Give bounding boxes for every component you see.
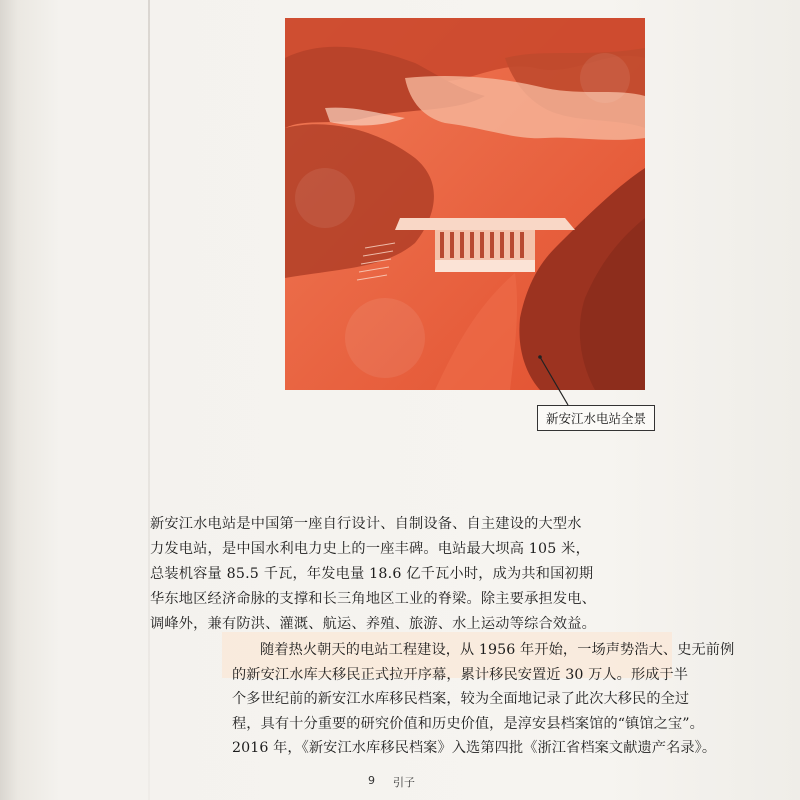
paragraph-migration [232, 638, 735, 761]
paragraph-line: 新安江水电站是中国第一座自行设计、自制设备、自主建设的大型水 [150, 516, 582, 532]
dam-photo [285, 18, 645, 390]
paragraph-line: 随着热火朝天的电站工程建设，从 1956 年开始，一场声势浩大、史无前例 [260, 642, 735, 658]
paragraph-line: 华东地区经济命脉的支撑和长三角地区工业的脊梁。除主要承担发电、 [150, 591, 597, 607]
paragraph-intro [150, 512, 597, 637]
paragraph-line: 的新安江水库大移民正式拉开序幕，累计移民安置近 30 万人。形成于半 [232, 666, 689, 683]
paragraph-line: 总装机容量 85.5 千瓦，年发电量 18.6 亿千瓦小时，成为共和国初期 [150, 566, 594, 582]
page-gutter-shadow [148, 0, 150, 800]
photo-caption: 新安江水电站全景 [537, 405, 655, 431]
paragraph-line: 调峰外，兼有防洪、灌溉、航运、养殖、旅游、水上运动等综合效益。 [150, 616, 597, 632]
page-number: 9 [368, 774, 375, 787]
paragraph-line: 2016 年，《新安江水库移民档案》入选第四批《浙江省档案文献遗产名录》。 [232, 740, 717, 756]
paragraph-line: 力发电站，是中国水利电力史上的一座丰碑。电站最大坝高 105 米， [150, 541, 590, 557]
section-title: 引子 [393, 776, 415, 789]
paragraph-line: 程，具有十分重要的研究价值和历史价值，是淳安县档案馆的“镇馆之宝”。 [232, 715, 704, 732]
paragraph-line: 个多世纪前的新安江水库移民档案，较为全面地记录了此次大移民的全过 [232, 691, 690, 707]
